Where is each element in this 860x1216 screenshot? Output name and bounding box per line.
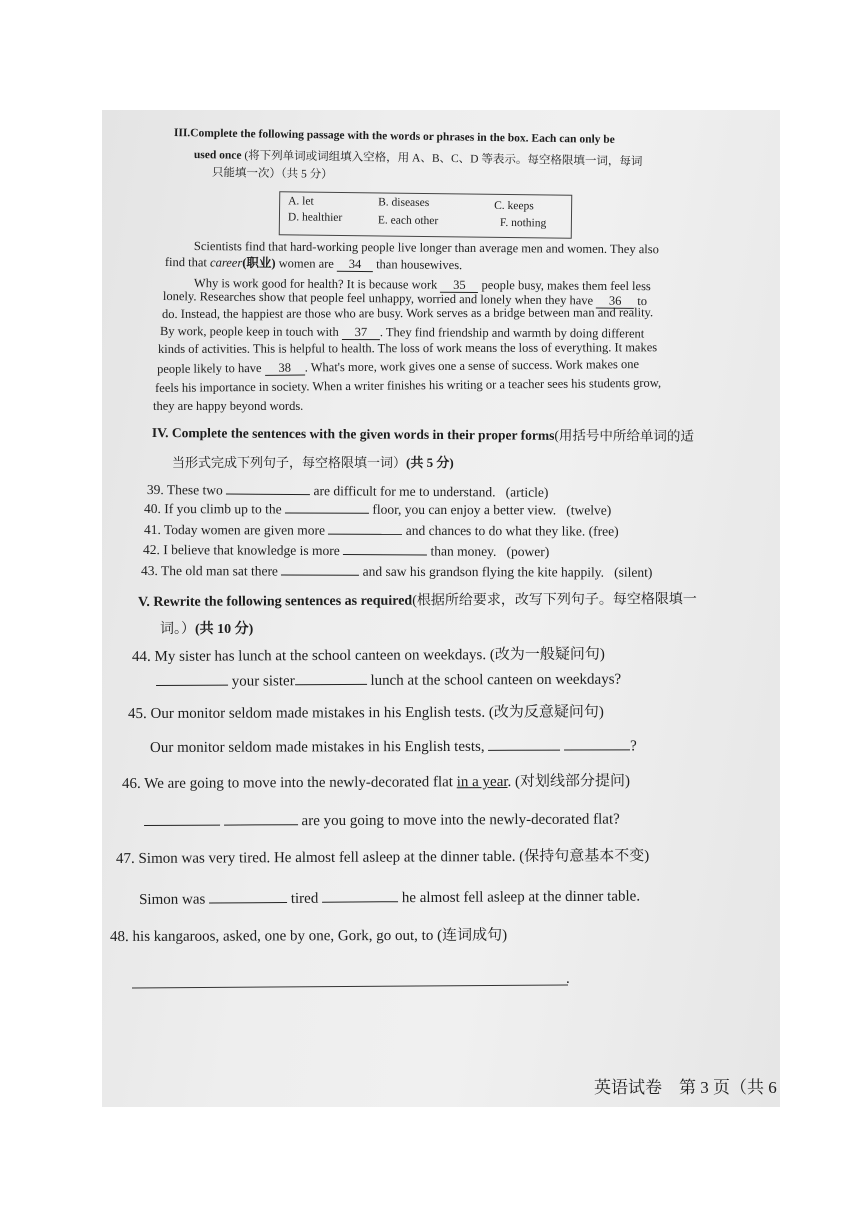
option-e: E. each other [377,214,439,228]
blank-38[interactable]: 38 [265,361,305,375]
question-47: 47. Simon was very tired. He almost fell asleep at the dinner table. (保持句意基本不变) [115,848,650,867]
page-footer: 英语试卷 第 3 页（共 6 [594,1078,777,1097]
blank-46-1[interactable] [144,825,220,826]
blank-34[interactable]: 34 [337,258,373,272]
passage-line-3: Why is work good for health? It is because work 35 people busy, makes them feel less [193,276,651,294]
blank-41[interactable] [328,534,402,535]
option-d: D. healthier [287,211,343,224]
question-42: 42. I believe that knowledge is more than money. (power) [142,542,550,560]
passage-line-8: people likely to have 38 . What's more, work gives one a sense of success. Work makes one [156,356,640,376]
passage-line-5: do. Instead, the happiest are those who are busy. Work serves as a bridge between man and reality. [161,305,654,321]
section-3-title-line-1: III.Complete the following passage with the words or phrases in the box. Each can only be [173,127,615,146]
blank-47-1[interactable] [209,902,287,904]
answer-46: are you going to move into the newly-decorated flat? [144,813,620,830]
blank-36[interactable]: 36 [596,295,634,309]
section-5-title-line-1: V. Rewrite the following sentences as required(根据所给要求，改写下列句子。每空格限填一 [137,592,697,610]
passage-line-4: lonely. Researches show that people feel unhappy, worried and lonely when they have 36 to [162,289,648,309]
section-3-title-line-2: used once (将下列单词或词组填入空格，用 A、B、C、D 等表示。每空格限填一词，每词 [193,149,643,169]
question-45: 45. Our monitor seldom made mistakes in his English tests. (改为反意疑问句) [127,704,604,722]
question-43: 43. The old man sat there and saw his grandson flying the kite happily. (silent) [140,563,653,580]
passage-line-7: kinds of activities. This is helpful to health. The loss of work means the loss of everything. It makes [157,340,658,356]
blank-46-2[interactable] [224,824,298,825]
option-c: C. keeps [494,199,534,213]
blank-45-2[interactable] [564,749,630,750]
option-a: A. let [288,195,314,208]
answer-48-period: . [566,971,570,987]
passage-line-10: they are happy beyond words. [153,399,304,413]
section-4-title-line-1: IV. Complete the sentences with the given words in their proper forms(用括号中所给单词的适 [151,425,694,444]
blank-40[interactable] [285,512,369,513]
section-5-title-line-2: 词。）(共 10 分) [160,622,254,637]
section-3-title-line-3: 只能填一次）（共 5 分） [211,167,333,181]
question-40: 40. If you climb up to the floor, you can enjoy a better view. (twelve) [143,501,612,518]
blank-44-2[interactable] [295,684,367,685]
passage-line-1: Scientists find that hard-working people live longer than average men and women. They also [193,239,659,257]
blank-43[interactable] [281,574,359,575]
passage-line-2: find that career(职业) women are 34 than housewives. [164,255,463,273]
question-39: 39. These two are difficult for me to understand. (article) [146,482,549,500]
passage-line-9: feels his importance in society. When a writer finishes his writing or a teacher sees his students grow, [154,375,662,395]
answer-45: Our monitor seldom made mistakes in his English tests, ? [149,738,637,756]
question-46: 46. We are going to move into the newly-decorated flat in a year. (对划线部分提问) [121,773,631,792]
answer-47: Simon was tired he almost fell asleep at the dinner table. [138,888,641,908]
passage-line-6: By work, people keep in touch with 37 . They find friendship and warmth by doing different [159,324,645,341]
blank-47-2[interactable] [322,901,398,903]
blank-44-1[interactable] [156,685,228,686]
blank-42[interactable] [343,554,427,555]
blank-37[interactable]: 37 [342,326,380,340]
blank-39[interactable] [226,494,310,496]
blank-45-1[interactable] [488,750,560,751]
question-41: 41. Today women are given more and chances to do what they like. (free) [143,522,619,539]
question-48: 48. his kangaroos, asked, one by one, Gork, go out, to (连词成句) [109,927,508,945]
word-box [279,191,573,239]
question-44: 44. My sister has lunch at the school canteen on weekdays. (改为一般疑问句) [131,646,605,665]
option-b: B. diseases [378,196,430,210]
answer-44: your sister lunch at the school canteen on weekdays? [156,673,621,690]
blank-35[interactable]: 35 [440,279,478,293]
option-f: F. nothing [499,216,547,230]
section-4-title-line-2: 当形式完成下列句子，每空格限填一词）(共 5 分) [172,455,454,470]
